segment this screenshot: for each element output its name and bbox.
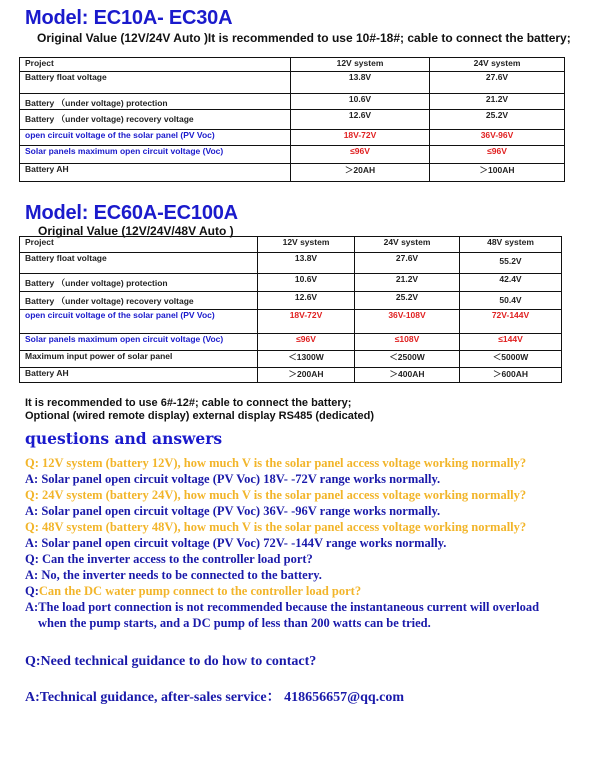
cell-value: 18V-72V [291, 130, 430, 146]
question-inverter: Q: Can the inverter access to the controller load port? [25, 552, 313, 566]
cell-value: 55.2V [460, 253, 562, 274]
model-title-ec60a-ec100a: Model: EC60A-EC100A [25, 202, 238, 224]
model-title-ec10a-ec30a: Model: EC10A- EC30A [25, 7, 233, 29]
cell-value: 50.4V [460, 292, 562, 310]
header-12v: 12V system [258, 237, 355, 253]
cell-value: ＞20AH [291, 164, 430, 182]
cell-value: 42.4V [460, 274, 562, 292]
table-row [20, 72, 565, 94]
cell-value: ≤144V [460, 334, 562, 351]
cable-recommendation-note: It is recommended to use 6#-12#; cable to connect the battery; [25, 397, 352, 409]
cell-value: ≤108V [355, 334, 460, 351]
cell-value: 27.6V [355, 253, 460, 274]
row-label: open circuit voltage of the solar panel (PV Voc) [20, 130, 291, 146]
table-row [20, 351, 562, 368]
table-header-row [20, 237, 562, 253]
cell-value: 27.6V [430, 72, 565, 94]
header-48v: 48V system [460, 237, 562, 253]
spec-table-ec10a-ec30a [19, 57, 565, 182]
cell-value: 12.6V [291, 110, 430, 130]
cell-value: ＜5000W [460, 351, 562, 368]
answer-water-pump-line2: when the pump starts, and a DC pump of less than 200 watts can be tried. [38, 616, 431, 630]
section2-subtitle: Original Value (12V/24V/48V Auto ) [38, 224, 234, 238]
cell-value: ＞200AH [258, 368, 355, 383]
qa-heading: questions and answers [25, 429, 223, 448]
answer-12v: A: Solar panel open circuit voltage (PV Voc) 18V- -72V range works normally. [25, 472, 441, 486]
cell-value: ≤96V [258, 334, 355, 351]
answer-inverter: A: No, the inverter needs to be connected to the battery. [25, 568, 322, 582]
header-24v: 24V system [355, 237, 460, 253]
question-48v: Q: 48V system (battery 48V), how much V is the solar panel access voltage working normally? [25, 520, 527, 534]
row-label: Battery （under voltage) recovery voltage [20, 110, 291, 130]
cell-value: ＜1300W [258, 351, 355, 368]
table-row [20, 368, 562, 383]
table-row [20, 274, 562, 292]
row-label: Solar panels maximum open circuit voltage (Voc) [20, 146, 291, 164]
cell-value: 21.2V [355, 274, 460, 292]
table-row-highlight [20, 146, 565, 164]
qa-list [25, 455, 539, 631]
table-row-highlight [20, 130, 565, 146]
table-header-row [20, 58, 565, 72]
question-text: Can the DC water pump connect to the controller load port? [38, 584, 362, 598]
table-row [20, 253, 562, 274]
row-label: Battery AH [20, 368, 258, 383]
cell-value: ＞100AH [430, 164, 565, 182]
rs485-display-note: Optional (wired remote display) external display RS485 (dedicated) [25, 410, 375, 422]
question-contact: Q:Need technical guidance to do how to contact? [25, 654, 317, 669]
cell-value: 36V-96V [430, 130, 565, 146]
cell-value: 12.6V [258, 292, 355, 310]
table-row [20, 94, 565, 110]
table-row [20, 292, 562, 310]
row-label: Battery （under voltage) protection [20, 94, 291, 110]
cell-value: 36V-108V [355, 310, 460, 334]
cell-value: 25.2V [430, 110, 565, 130]
row-label: Solar panels maximum open circuit voltage (Voc) [20, 334, 258, 351]
cell-value: ≤96V [291, 146, 430, 164]
table-row [20, 110, 565, 130]
header-12v: 12V system [291, 58, 430, 72]
table-row-highlight [20, 334, 562, 351]
answer-48v: A: Solar panel open circuit voltage (PV Voc) 72V- -144V range works normally. [25, 536, 447, 550]
answer-contact: A:Technical guidance, after-sales service： 418656657@qq.com [25, 690, 405, 705]
cell-value: 10.6V [258, 274, 355, 292]
row-label: Battery float voltage [20, 253, 258, 274]
question-12v: Q: 12V system (battery 12V), how much V is the solar panel access voltage working normally? [25, 456, 527, 470]
cell-value: 21.2V [430, 94, 565, 110]
cell-value: ＜2500W [355, 351, 460, 368]
spec-table-ec60a-ec100a [19, 236, 562, 383]
row-label: open circuit voltage of the solar panel (PV Voc) [20, 310, 258, 334]
table-row [20, 164, 565, 182]
row-label: Battery （under voltage) recovery voltage [20, 292, 258, 310]
row-label: Maximum input power of solar panel [20, 351, 258, 368]
cell-value: 18V-72V [258, 310, 355, 334]
row-label: Battery AH [20, 164, 291, 182]
header-24v: 24V system [430, 58, 565, 72]
cell-value: 72V-144V [460, 310, 562, 334]
cell-value: ＞600AH [460, 368, 562, 383]
cell-value: 10.6V [291, 94, 430, 110]
question-24v: Q: 24V system (battery 24V), how much V is the solar panel access voltage working normally? [25, 488, 527, 502]
header-project: Project [20, 237, 258, 253]
section1-subtitle: Original Value (12V/24V Auto )It is recommended to use 10#-18#; cable to connect the battery; [37, 31, 571, 45]
question-water-pump [25, 583, 539, 599]
header-project: Project [20, 58, 291, 72]
question-prefix: Q: [25, 584, 39, 598]
cell-value: 13.8V [258, 253, 355, 274]
cell-value: 13.8V [291, 72, 430, 94]
cell-value: ≤96V [430, 146, 565, 164]
table-row-highlight [20, 310, 562, 334]
cell-value: 25.2V [355, 292, 460, 310]
answer-24v: A: Solar panel open circuit voltage (PV Voc) 36V- -96V range works normally. [25, 504, 441, 518]
answer-water-pump-line1: A:The load port connection is not recommended because the instantaneous current will overload [25, 600, 540, 614]
cell-value: ＞400AH [355, 368, 460, 383]
row-label: Battery float voltage [20, 72, 291, 94]
row-label: Battery （under voltage) protection [20, 274, 258, 292]
